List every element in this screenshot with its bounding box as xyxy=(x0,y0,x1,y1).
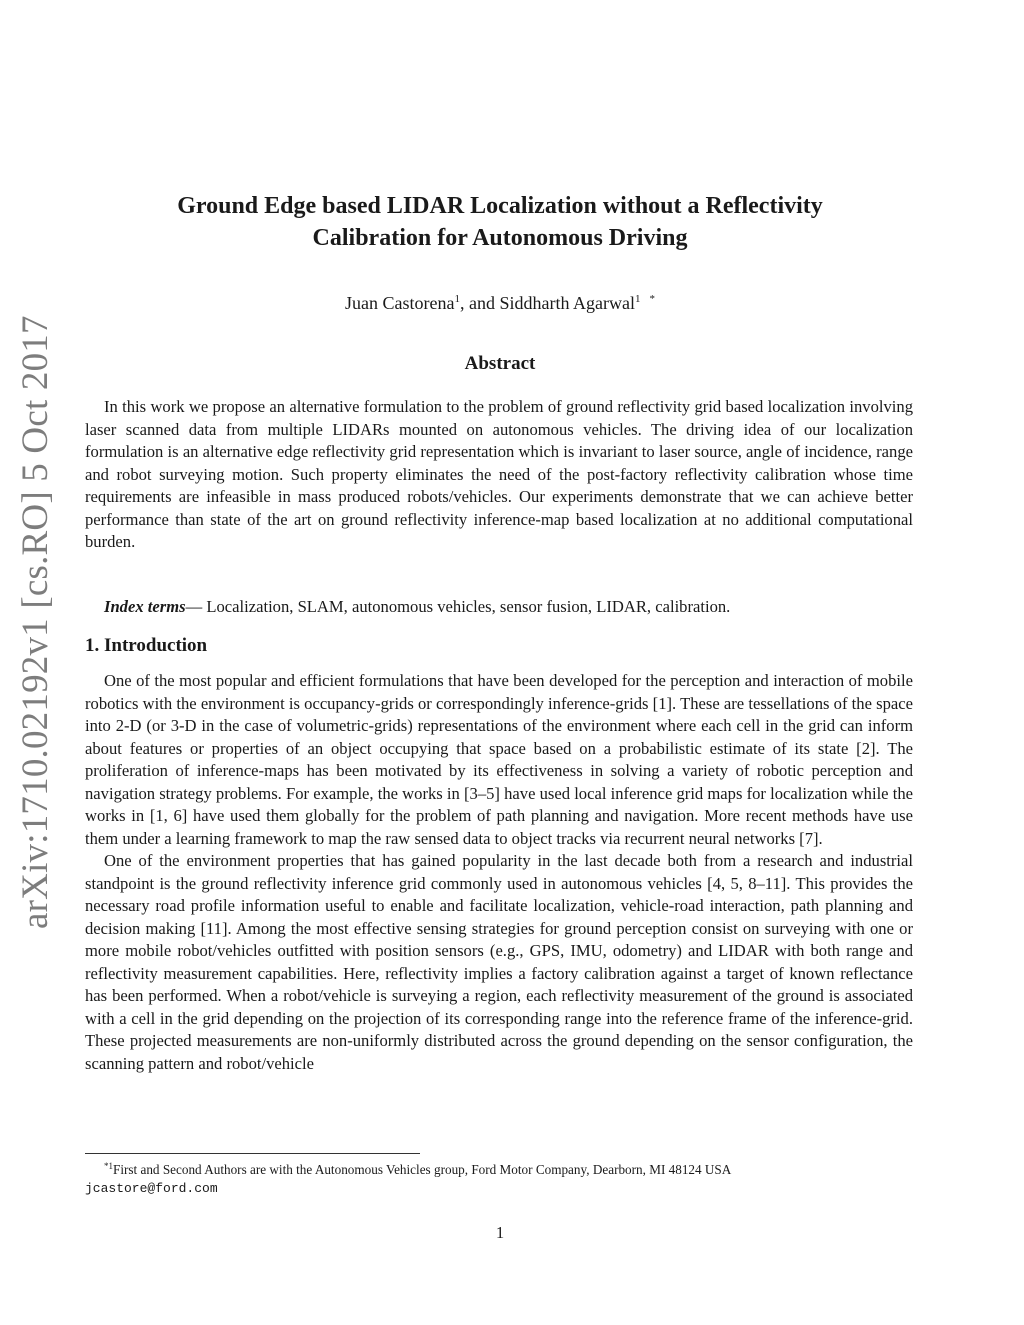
section-heading-introduction: 1. Introduction xyxy=(85,635,208,656)
arxiv-identifier-stamp: arXiv:1710.02192v1 [cs.RO] 5 Oct 2017 xyxy=(15,315,56,929)
paragraph: One of the environment properties that has gained popularity in the last decade both from a research and industrial standpoint is the ground reflectivity inference grid commonly used in autonomous vehicles [4, 5, 8–11]. This provides the necessary road profile information useful to enable and facilitate localization, vehicle-road interaction, path planning and decision making [11]. Among the most effective sensing strategies for ground perception consist on surveying with one or more mobile robot/vehicles outfitted with position sensors (e.g., GPS, IMU, odometry) and LIDAR with both range and reflectivity measurement capabilities. Here, reflectivity implies a factory calibration against a target of known reflectance has been performed. When a robot/vehicle is surveying a region, each reflectivity measurement of the ground is associated with a cell in the grid depending on the projection of its corresponding range into the reference frame of the inference-grid. These projected measurements are non-uniformly distributed across the ground depending on the sensor configuration, the scanning pattern and robot/vehicle xyxy=(85,851,913,1073)
paragraph: One of the most popular and efficient formulations that have been developed for the perception and interaction of mobile robotics with the environment is occupancy-grids or correspondingly inference-grids [1]. These are tessellations of the space into 2-D (or 3-D in the case of volumetric-grids) representations of the environment where each cell in the grid can inform about features or properties of an object occupying that space based on a probabilistic estimate of its state [2]. The proliferation of inference-maps has been motivated by its effectiveness in solving a variety of robotic perception and navigation strategy problems. For example, the works in [3–5] have used local inference grid maps for localization while the works in [1, 6] have used them globally for the problem of path planning and navigation. More recent methods have use them under a learning framework to map the raw sensed data to object tracks via recurrent neural networks [7]. xyxy=(85,671,913,848)
index-terms xyxy=(85,596,913,619)
paper-title xyxy=(100,190,900,254)
author-list xyxy=(100,287,900,315)
author-name: Juan Castorena xyxy=(345,293,455,313)
footnote-text: First and Second Authors are with the Autonomous Vehicles group, Ford Motor Company, Dearborn, MI 48124 USA xyxy=(113,1162,732,1177)
index-terms-list: Localization, SLAM, autonomous vehicles, sensor fusion, LIDAR, calibration. xyxy=(206,597,731,616)
abstract-text: In this work we propose an alternative formulation to the problem of ground reflectivity grid based localization involving laser scanned data from multiple LIDARs mounted on autonomous vehicles. The driving idea of our localization formulation is an alternative edge reflectivity grid representation which is invariant to laser source, angle of incidence, range and robot surveying motion. Such property eliminates the need of the post-factory reflectivity calibration whose time requirements are infeasible in mass produced robots/vehicles. Our experiments demonstrate that we can achieve better performance than state of the art on ground reflectivity inference-map based localization at no additional computational burden. xyxy=(85,397,913,551)
index-terms-label: Index terms xyxy=(104,597,186,616)
author-name: Siddharth Agarwal xyxy=(499,293,635,313)
index-terms-dash: — xyxy=(185,597,207,616)
page-number: 1 xyxy=(495,1223,505,1242)
footnote-star-marker: * xyxy=(649,293,655,305)
footnote-divider xyxy=(85,1153,420,1154)
footnote xyxy=(85,1157,913,1198)
title-line-1: Ground Edge based LIDAR Localization without a Reflectivity xyxy=(177,193,823,219)
author-separator: , and xyxy=(459,293,500,313)
affiliation-marker: 1 xyxy=(454,293,460,305)
title-line-2: Calibration for Autonomous Driving xyxy=(312,225,688,251)
footnote-marker: *1 xyxy=(104,1161,113,1171)
author-email: jcastore@ford.com xyxy=(85,1181,218,1196)
introduction-body xyxy=(85,670,913,1075)
affiliation-marker: 1 xyxy=(634,293,641,305)
footnote-line xyxy=(85,1157,913,1179)
abstract-heading: Abstract xyxy=(464,353,536,374)
